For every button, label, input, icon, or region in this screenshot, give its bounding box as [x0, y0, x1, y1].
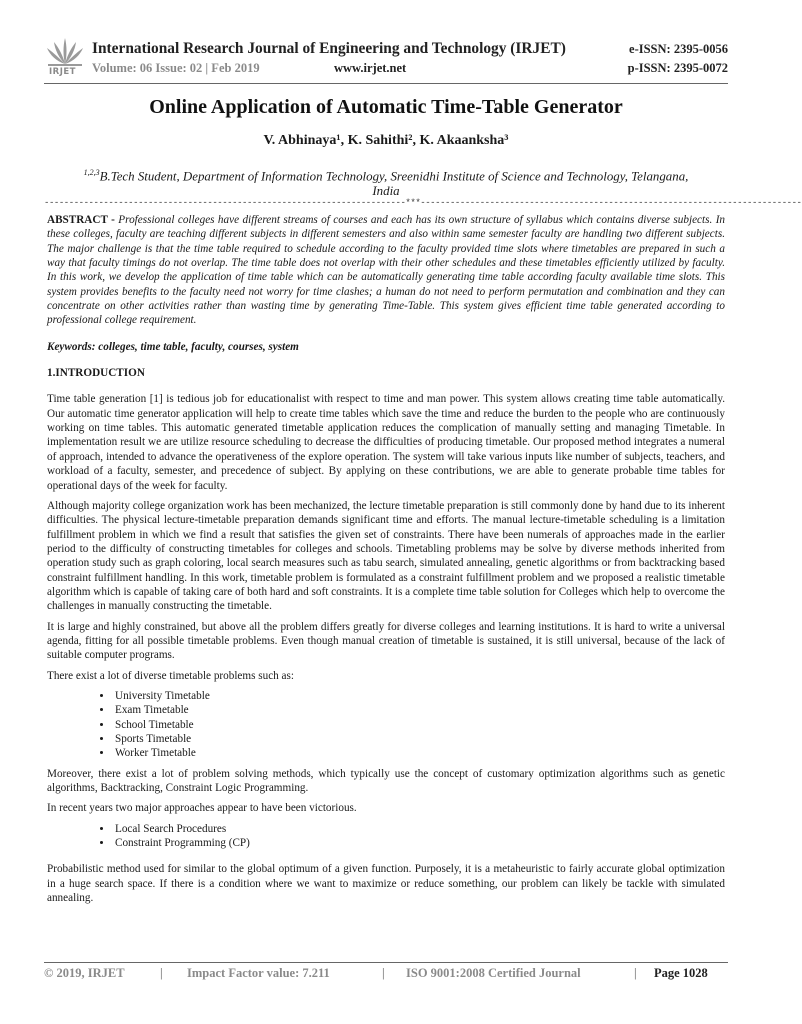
approaches-list: [47, 822, 725, 851]
paragraph: Although majority college organization work has been mechanized, the lecture timetable preparation is still commonly done by hand due to its inherent difficulties. The physical lecture-timetable preparation demands significant time and efforts. The manual lecture-timetable scheduling is a limitation fulfillment problem in which we find a result that satisfies the given set of constraints. There have been numerals of approaches made in the earlier period to the difficulty of constructing timetables for colleges and schools. Timetabling problems may be solve by diverse methods inherited from operation study such as graph coloring, local search measures such as tabu search, simulated annealing, genetic algorithms or from backtracking based constraint fulfillment handling. In this work, timetable problem is formulated as a constraint fulfillment problem and we proposed a realistic timetable algorithm which is capable of taking care of both hard and soft constraints. It is a complete time table solution for Colleges which help to overcome the challenges in manually constructing the timetable.: [47, 499, 725, 613]
affiliation-text: B.Tech Student, Department of Information Technology, Sreenidhi Institute of Science and Technology, Telangana, India: [99, 169, 689, 199]
list-item: • Constraint Programming (CP): [113, 836, 725, 850]
paragraph: In recent years two major approaches appear to have been victorious.: [47, 802, 357, 815]
author-affiliation: [80, 165, 692, 199]
journal-title: International Research Journal of Engineering and Technology (IRJET): [92, 40, 566, 57]
footer-separator: |: [634, 966, 637, 980]
list-item: • School Timetable: [113, 718, 725, 732]
list-item: • Sports Timetable: [113, 732, 725, 746]
timetable-problems-list: [47, 689, 725, 761]
footer-iso: ISO 9001:2008 Certified Journal: [406, 966, 581, 980]
paragraph: Moreover, there exist a lot of problem solving methods, which typically use the concept of customary optimization algorithms such as genetic algorithms, Backtracking, Constraint Logic Programming.: [47, 767, 725, 795]
affiliation-superscript: 1,2,3: [83, 168, 100, 177]
paragraph: Probabilistic method used for similar to the global optimum of a given function. Purposely, it is a metaheuristic to fairly accurate global optimization in a huge search space. If there is a condition where we want to maximize or reduce something, our problem can likely be tackle with simulated annealing.: [47, 863, 725, 905]
journal-footer: [44, 966, 728, 984]
page-number: Page 1028: [654, 966, 708, 980]
journal-website-link[interactable]: www.irjet.net: [334, 61, 407, 75]
e-issn: e-ISSN: 2395-0056: [629, 42, 728, 56]
section-heading-introduction: 1.INTRODUCTION: [47, 367, 145, 380]
list-item: • Local Search Procedures: [113, 822, 725, 836]
footer-copyright: © 2019, IRJET: [44, 966, 125, 980]
footer-separator: |: [382, 966, 385, 980]
abstract: [47, 213, 725, 328]
list-item: • Exam Timetable: [113, 703, 725, 717]
list-item: • Worker Timetable: [113, 746, 725, 760]
logo-text: IRJET: [49, 67, 76, 77]
paper-authors: V. Abhinaya¹, K. Sahithi², K. Akaanksha³: [263, 133, 509, 148]
paper-body: [47, 213, 725, 911]
footer-impact-factor: Impact Factor value: 7.211: [187, 966, 330, 980]
keywords: Keywords: colleges, time table, faculty, courses, system: [47, 340, 299, 353]
paper-title: Online Application of Automatic Time-Table Generator: [149, 96, 623, 118]
p-issn: p-ISSN: 2395-0072: [627, 61, 728, 75]
paragraph: Time table generation [1] is tedious job for educationalist with respect to time and man power. This system allows creating time table automatically. Our automatic time generator application will help to create time tables which save the time and reduce the burden to the people who are continuously working on time tables. This automatic generated timetable application reduces the complication of manually setting and managing Timetable. In implementation result we are utilize resource scheduling to decrease the difficulties of producing timetable. Our proposed method integrates a numeral of approach, intended to advance the operativeness of the explore operation. The system will take various inputs like number of subjects, teachers, and workload of a faculty, semester, and precedence of subject. By applying on these contributions, we are able to generate probable time tables for operational days of the week for faculty.: [47, 393, 725, 492]
list-item: • University Timetable: [113, 689, 725, 703]
divider-mark: ***: [405, 198, 421, 208]
footer-separator: |: [160, 966, 163, 980]
abstract-label: ABSTRACT -: [47, 214, 119, 226]
section-divider: -------------------------------------------------------------------------***-----------------------------------------------------------------------------: [44, 198, 802, 208]
paragraph: There exist a lot of diverse timetable problems such as:: [47, 669, 294, 682]
volume-issue: Volume: 06 Issue: 02 | Feb 2019: [92, 61, 260, 75]
abstract-text: Professional colleges have different streams of courses and each has its own structure of syllabus which contains diverse subjects. In these colleges, faculty are teaching different subjects in different semesters and also within same semester faculty are handling two different subjects. The major challenge is that the time table required to schedule according to the faculty provided time slots where timetables are prepared in such a way that faculty timings do not overlap. The time table does not overlap with their other schedules and these timetables efficiently utilized by faculty. In this work, we develop the application of time table which can be automatically generating time table according faculty available time slots. This system provides benefits to the faculty need not worry for time clashes; a human do not need to perform permutation and combination and they can concentrate on other activities rather than wasting time by generating Time-Table. This system gives efficient time table generated according to professional college requirement.: [47, 214, 726, 327]
header-rule: [44, 83, 728, 84]
paragraph: It is large and highly constrained, but above all the problem differs greatly for diverse colleges and learning institutions. It is hard to write a universal agenda, fitting for all possible timetable problems. Even though manual creation of timetable is sustained, it is still universal, because of the lack of suitable computer programs.: [47, 620, 725, 662]
journal-header: [44, 34, 728, 82]
footer-rule: [44, 962, 728, 963]
